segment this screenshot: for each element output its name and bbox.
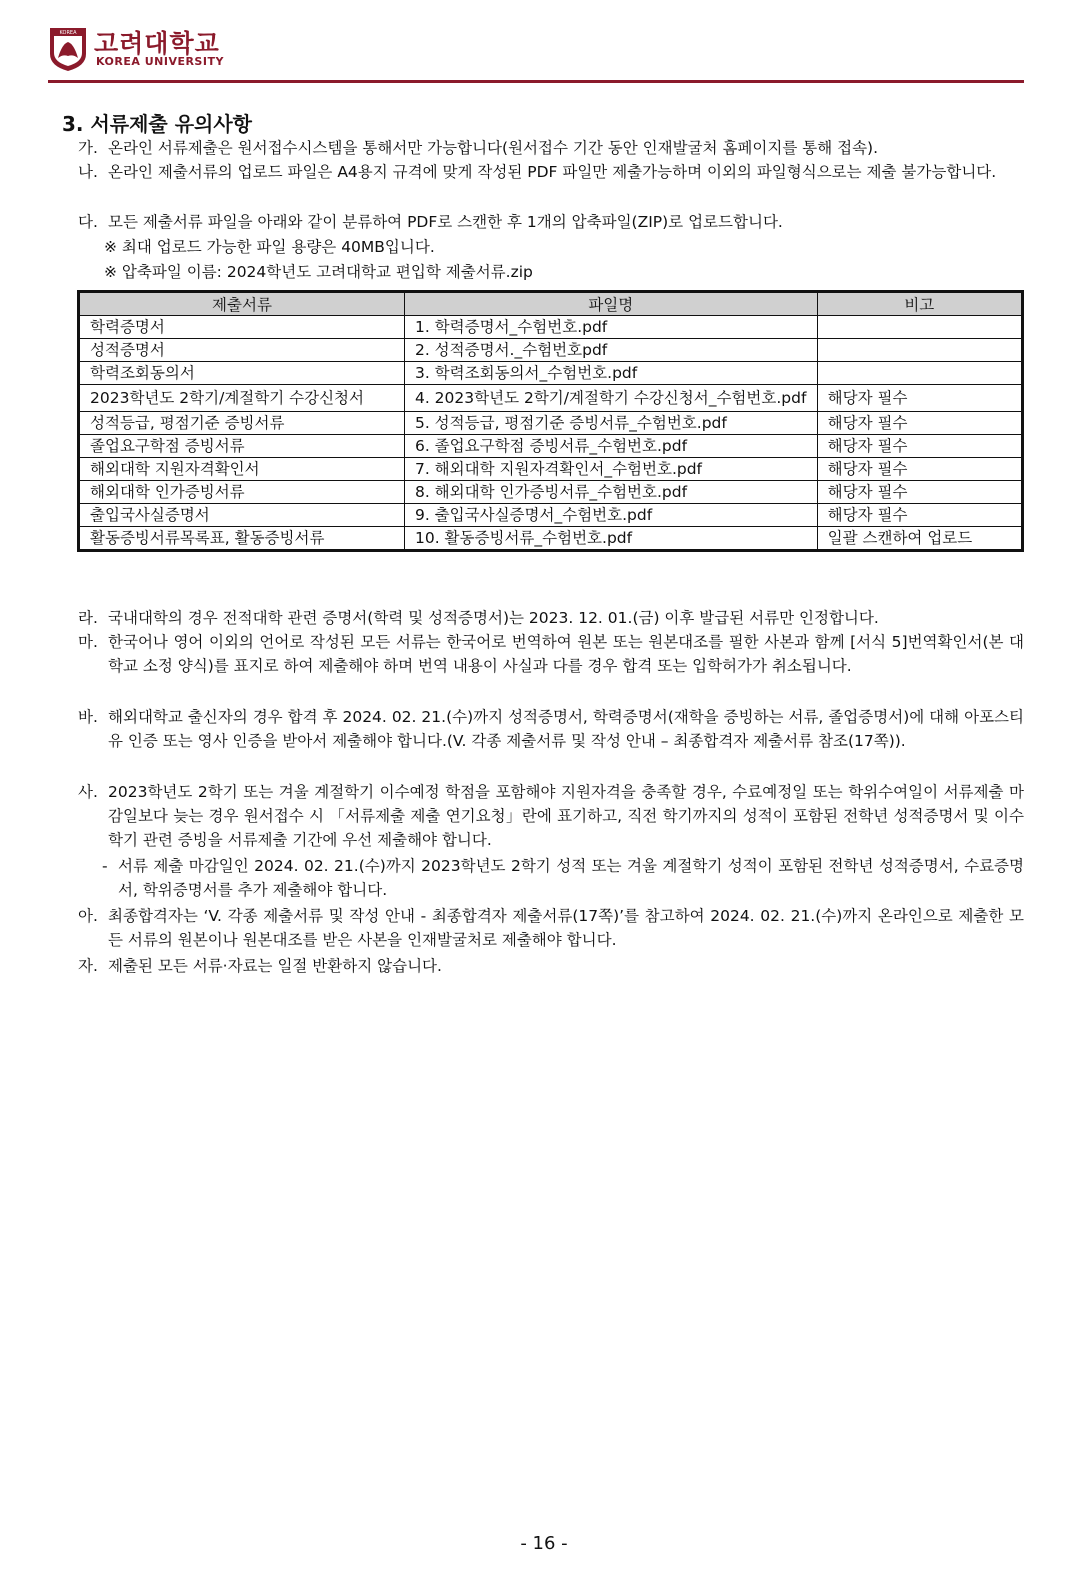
table-row [79,504,1023,527]
table-cell: 활동증빙서류목록표, 활동증빙서류 [79,527,405,551]
university-name-korean: 고려대학교 [94,29,220,58]
table-cell: 해당자 필수 [817,504,1022,527]
list-item [78,606,1024,630]
list-item [78,954,1024,978]
table-cell: 해당자 필수 [817,458,1022,481]
table-cell: 학력조회동의서 [79,362,405,385]
table-cell: 해당자 필수 [817,435,1022,458]
header [48,24,1024,82]
list-item [78,904,1024,952]
list-item [78,136,1024,160]
section-title: 3. 서류제출 유의사항 [62,112,252,136]
column-header: 제출서류 [79,292,405,316]
list-text: 서류 제출 마감일인 2024. 02. 21.(수)까지 2023학년도 2학기 성적 또는 겨울 계절학기 성적이 포함된 전학년 성적증명서, 수료증명서, 학위증명서를 추가 제출해야 합니다. [118,857,1024,899]
page-number: - 16 - [520,1533,568,1554]
submission-files-table [77,290,1024,552]
list-marker: 사. [78,783,98,801]
university-seal-icon [48,26,88,72]
list-text: 한국어나 영어 이외의 언어로 작성된 모든 서류는 한국어로 번역하여 원본 또는 원본대조를 필한 사본과 함께 [서식 5]번역확인서(본 대학교 소정 양식)를 표지로 하여 제출해야 하며 번역 내용이 사실과 다를 경우 합격 또는 입학허가가 취소됩니다. [108,633,1024,675]
table-cell: 학력증명서 [79,316,405,339]
table-cell [817,316,1022,339]
list-marker: 다. [78,213,98,231]
list-text: 제출된 모든 서류·자료는 일절 반환하지 않습니다. [108,957,442,975]
table-cell: 해외대학 인가증빙서류 [79,481,405,504]
table-cell: 졸업요구학점 증빙서류 [79,435,405,458]
table-header-row [79,292,1023,316]
table-cell: 1. 학력증명서_수험번호.pdf [404,316,817,339]
list-marker: 아. [78,907,98,925]
list-item [78,705,1024,753]
table-cell: 7. 해외대학 지원자격확인서_수험번호.pdf [404,458,817,481]
table-row [79,458,1023,481]
list-marker: 마. [78,633,98,651]
list-text: 모든 제출서류 파일을 아래와 같이 분류하여 PDF로 스캔한 후 1개의 압축파일(ZIP)로 업로드합니다. [108,213,783,231]
list-marker: 가. [78,139,98,157]
table-cell: 5. 성적등급, 평점기준 증빙서류_수험번호.pdf [404,412,817,435]
note: ※ 최대 업로드 가능한 파일 용량은 40MB입니다. [104,238,435,256]
university-name-english: KOREA UNIVERSITY [96,55,224,68]
table-cell: 10. 활동증빙서류_수험번호.pdf [404,527,817,551]
table-cell: 2. 성적증명서._수험번호pdf [404,339,817,362]
list-item [78,630,1024,678]
table-cell: 6. 졸업요구학점 증빙서류_수험번호.pdf [404,435,817,458]
table-cell: 해당자 필수 [817,481,1022,504]
list-marker: 바. [78,708,98,726]
table-cell: 일괄 스캔하여 업로드 [817,527,1022,551]
table-cell: 해당자 필수 [817,385,1022,412]
table-cell [817,339,1022,362]
header-divider [48,80,1024,83]
table-row [79,481,1023,504]
table-row [79,385,1023,412]
table-cell: 4. 2023학년도 2학기/계절학기 수강신청서_수험번호.pdf [404,385,817,412]
table-cell: 성적증명서 [79,339,405,362]
list-item [78,160,1024,184]
svg-text:KOREA: KOREA [59,30,77,36]
table-cell: 2023학년도 2학기/계절학기 수강신청서 [79,385,405,412]
table-row [79,412,1023,435]
list-text: 최종합격자는 ‘V. 각종 제출서류 및 작성 안내 - 최종합격자 제출서류(17쪽)’를 참고하여 2024. 02. 21.(수)까지 온라인으로 제출한 모든 서류의 원본이나 원본대조를 받은 사본을 인재발굴처로 제출해야 합니다. [108,907,1024,949]
list-text: 해외대학교 출신자의 경우 합격 후 2024. 02. 21.(수)까지 성적증명서, 학력증명서(재학을 증빙하는 서류, 졸업증명서)에 대해 아포스티유 인증 또는 영사 인증을 받아서 제출해야 합니다.(V. 각종 제출서류 및 작성 안내 – 최종합격자 제출서류 참조(17쪽)). [108,708,1024,750]
list-item [102,854,1024,902]
table-cell: 해당자 필수 [817,412,1022,435]
table-cell: 성적등급, 평점기준 증빙서류 [79,412,405,435]
list-marker: 나. [78,163,98,181]
list-marker: 자. [78,957,98,975]
column-header: 파일명 [404,292,817,316]
table-row [79,316,1023,339]
table-cell: 8. 해외대학 인가증빙서류_수험번호.pdf [404,481,817,504]
list-text: 국내대학의 경우 전적대학 관련 증명서(학력 및 성적증명서)는 2023. 12. 01.(금) 이후 발급된 서류만 인정합니다. [108,609,879,627]
list-item [78,210,1024,234]
table-cell: 출입국사실증명서 [79,504,405,527]
list-text: 2023학년도 2학기 또는 겨울 계절학기 이수예정 학점을 포함해야 지원자격을 충족할 경우, 수료예정일 또는 학위수여일이 서류제출 마감일보다 늦는 경우 원서접수 시 「서류제출 제출 연기요청」란에 표기하고, 직전 학기까지의 성적이 포함된 전학년 성적증명서 및 이수학기 관련 증빙을 서류제출 기간에 우선 제출해야 합니다. [108,783,1024,849]
table-cell: 3. 학력조회동의서_수험번호.pdf [404,362,817,385]
table-cell [817,362,1022,385]
table-cell: 해외대학 지원자격확인서 [79,458,405,481]
table-row [79,435,1023,458]
note: ※ 압축파일 이름: 2024학년도 고려대학교 편입학 제출서류.zip [104,263,533,281]
column-header: 비고 [817,292,1022,316]
list-marker: - [102,857,108,875]
list-text: 온라인 제출서류의 업로드 파일은 A4용지 규격에 맞게 작성된 PDF 파일만 제출가능하며 이외의 파일형식으로는 제출 불가능합니다. [108,163,997,181]
list-marker: 라. [78,609,98,627]
list-item [78,780,1024,852]
table-row [79,527,1023,551]
list-text: 온라인 서류제출은 원서접수시스템을 통해서만 가능합니다(원서접수 기간 동안 인재발굴처 홈페이지를 통해 접속). [108,139,879,157]
table-row [79,362,1023,385]
table-cell: 9. 출입국사실증명서_수험번호.pdf [404,504,817,527]
table-row [79,339,1023,362]
